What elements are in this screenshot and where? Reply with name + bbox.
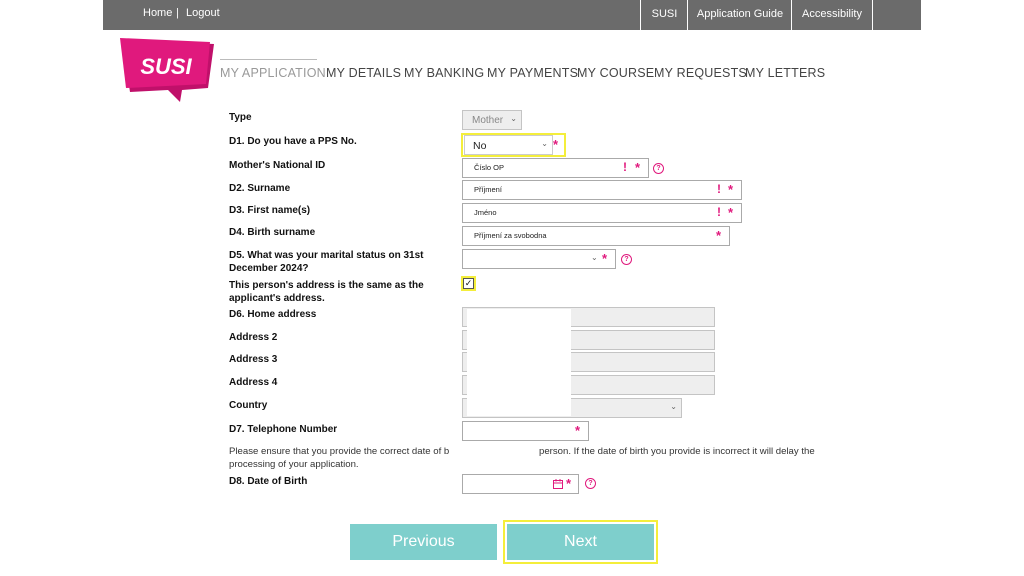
required-icon: * — [602, 251, 608, 266]
chevron-down-icon: ⌄ — [670, 402, 677, 411]
required-icon: * — [728, 205, 734, 220]
redacted-area — [467, 309, 571, 416]
same-address-label-line2: applicant's address. — [229, 293, 325, 304]
next-button[interactable]: Next — [507, 524, 654, 560]
required-icon: * — [553, 137, 559, 152]
national-id-label: Mother's National ID — [229, 160, 326, 171]
type-label: Type — [229, 112, 252, 123]
help-icon[interactable]: ? — [653, 163, 664, 174]
marital-status-label-line2: December 2024? — [229, 263, 309, 274]
required-icon: * — [716, 228, 722, 243]
address4-label: Address 4 — [229, 377, 278, 388]
chevron-down-icon: ⌄ — [541, 139, 548, 148]
previous-button[interactable]: Previous — [350, 524, 497, 560]
nav-my-course[interactable]: MY COURSE — [577, 66, 655, 80]
nav-my-application[interactable]: MY APPLICATION — [220, 66, 326, 80]
help-icon[interactable]: ? — [621, 254, 632, 265]
nav-my-details[interactable]: MY DETAILS — [326, 66, 402, 80]
birth-surname-input[interactable] — [462, 226, 730, 246]
logout-link[interactable]: Logout — [186, 7, 220, 19]
dob-label: D8. Date of Birth — [229, 476, 308, 487]
same-address-checkbox[interactable] — [463, 278, 474, 289]
type-select[interactable] — [462, 110, 522, 130]
pps-label: D1. Do you have a PPS No. — [229, 136, 357, 147]
nav-my-letters[interactable]: MY LETTERS — [745, 66, 826, 80]
warning-icon: ! — [717, 205, 721, 219]
warning-icon: ! — [717, 182, 721, 196]
required-icon: * — [635, 160, 641, 175]
national-id-input[interactable] — [462, 158, 649, 178]
nav-active-indicator — [220, 59, 317, 60]
dob-note-line2: processing of your application. — [229, 459, 359, 470]
susi-link[interactable]: SUSI — [640, 0, 688, 30]
address3-label: Address 3 — [229, 354, 278, 365]
dob-note-part1: Please ensure that you provide the correct date of b — [229, 446, 450, 457]
chevron-down-icon: ⌄ — [510, 114, 517, 123]
dob-note-part2: person. If the date of birth you provide is incorrect it will delay the — [539, 446, 815, 457]
country-label: Country — [229, 400, 268, 411]
topbar-separator: | — [176, 7, 179, 19]
required-icon: * — [575, 423, 581, 438]
application-guide-link[interactable]: Application Guide — [687, 0, 792, 30]
check-icon: ✓ — [464, 278, 473, 288]
help-icon[interactable]: ? — [585, 478, 596, 489]
telephone-input[interactable] — [462, 421, 589, 441]
top-bar — [103, 0, 921, 30]
type-value: Mother — [472, 115, 504, 126]
calendar-icon[interactable] — [553, 479, 563, 489]
nav-my-requests[interactable]: MY REQUESTS — [654, 66, 747, 80]
warning-icon: ! — [623, 160, 627, 174]
nav-my-payments[interactable]: MY PAYMENTS — [487, 66, 579, 80]
pps-value: No — [473, 140, 487, 152]
dob-input[interactable] — [462, 474, 579, 494]
surname-input[interactable] — [462, 180, 742, 200]
surname-placeholder: Příjmení — [474, 185, 502, 194]
required-icon: * — [728, 182, 734, 197]
chevron-down-icon: ⌄ — [591, 253, 598, 262]
first-name-label: D3. First name(s) — [229, 205, 311, 216]
surname-label: D2. Surname — [229, 183, 291, 194]
first-name-placeholder: Jméno — [474, 208, 497, 217]
marital-status-select[interactable] — [462, 249, 616, 269]
accessibility-link[interactable]: Accessibility — [791, 0, 873, 30]
susi-logo[interactable] — [116, 38, 216, 104]
nav-my-banking[interactable]: MY BANKING — [404, 66, 485, 80]
address2-label: Address 2 — [229, 332, 278, 343]
marital-status-label-line1: D5. What was your marital status on 31st — [229, 250, 424, 261]
same-address-label-line1: This person's address is the same as the — [229, 280, 424, 291]
logo-text: SUSI — [140, 54, 192, 79]
birth-surname-placeholder: Příjmení za svobodna — [474, 231, 547, 240]
first-name-input[interactable] — [462, 203, 742, 223]
home-link[interactable]: Home — [143, 7, 173, 19]
national-id-placeholder: Číslo OP — [474, 163, 505, 172]
telephone-label: D7. Telephone Number — [229, 424, 338, 435]
pps-select[interactable] — [464, 135, 553, 155]
home-address-label: D6. Home address — [229, 309, 317, 320]
required-icon: * — [566, 476, 572, 491]
birth-surname-label: D4. Birth surname — [229, 227, 316, 238]
